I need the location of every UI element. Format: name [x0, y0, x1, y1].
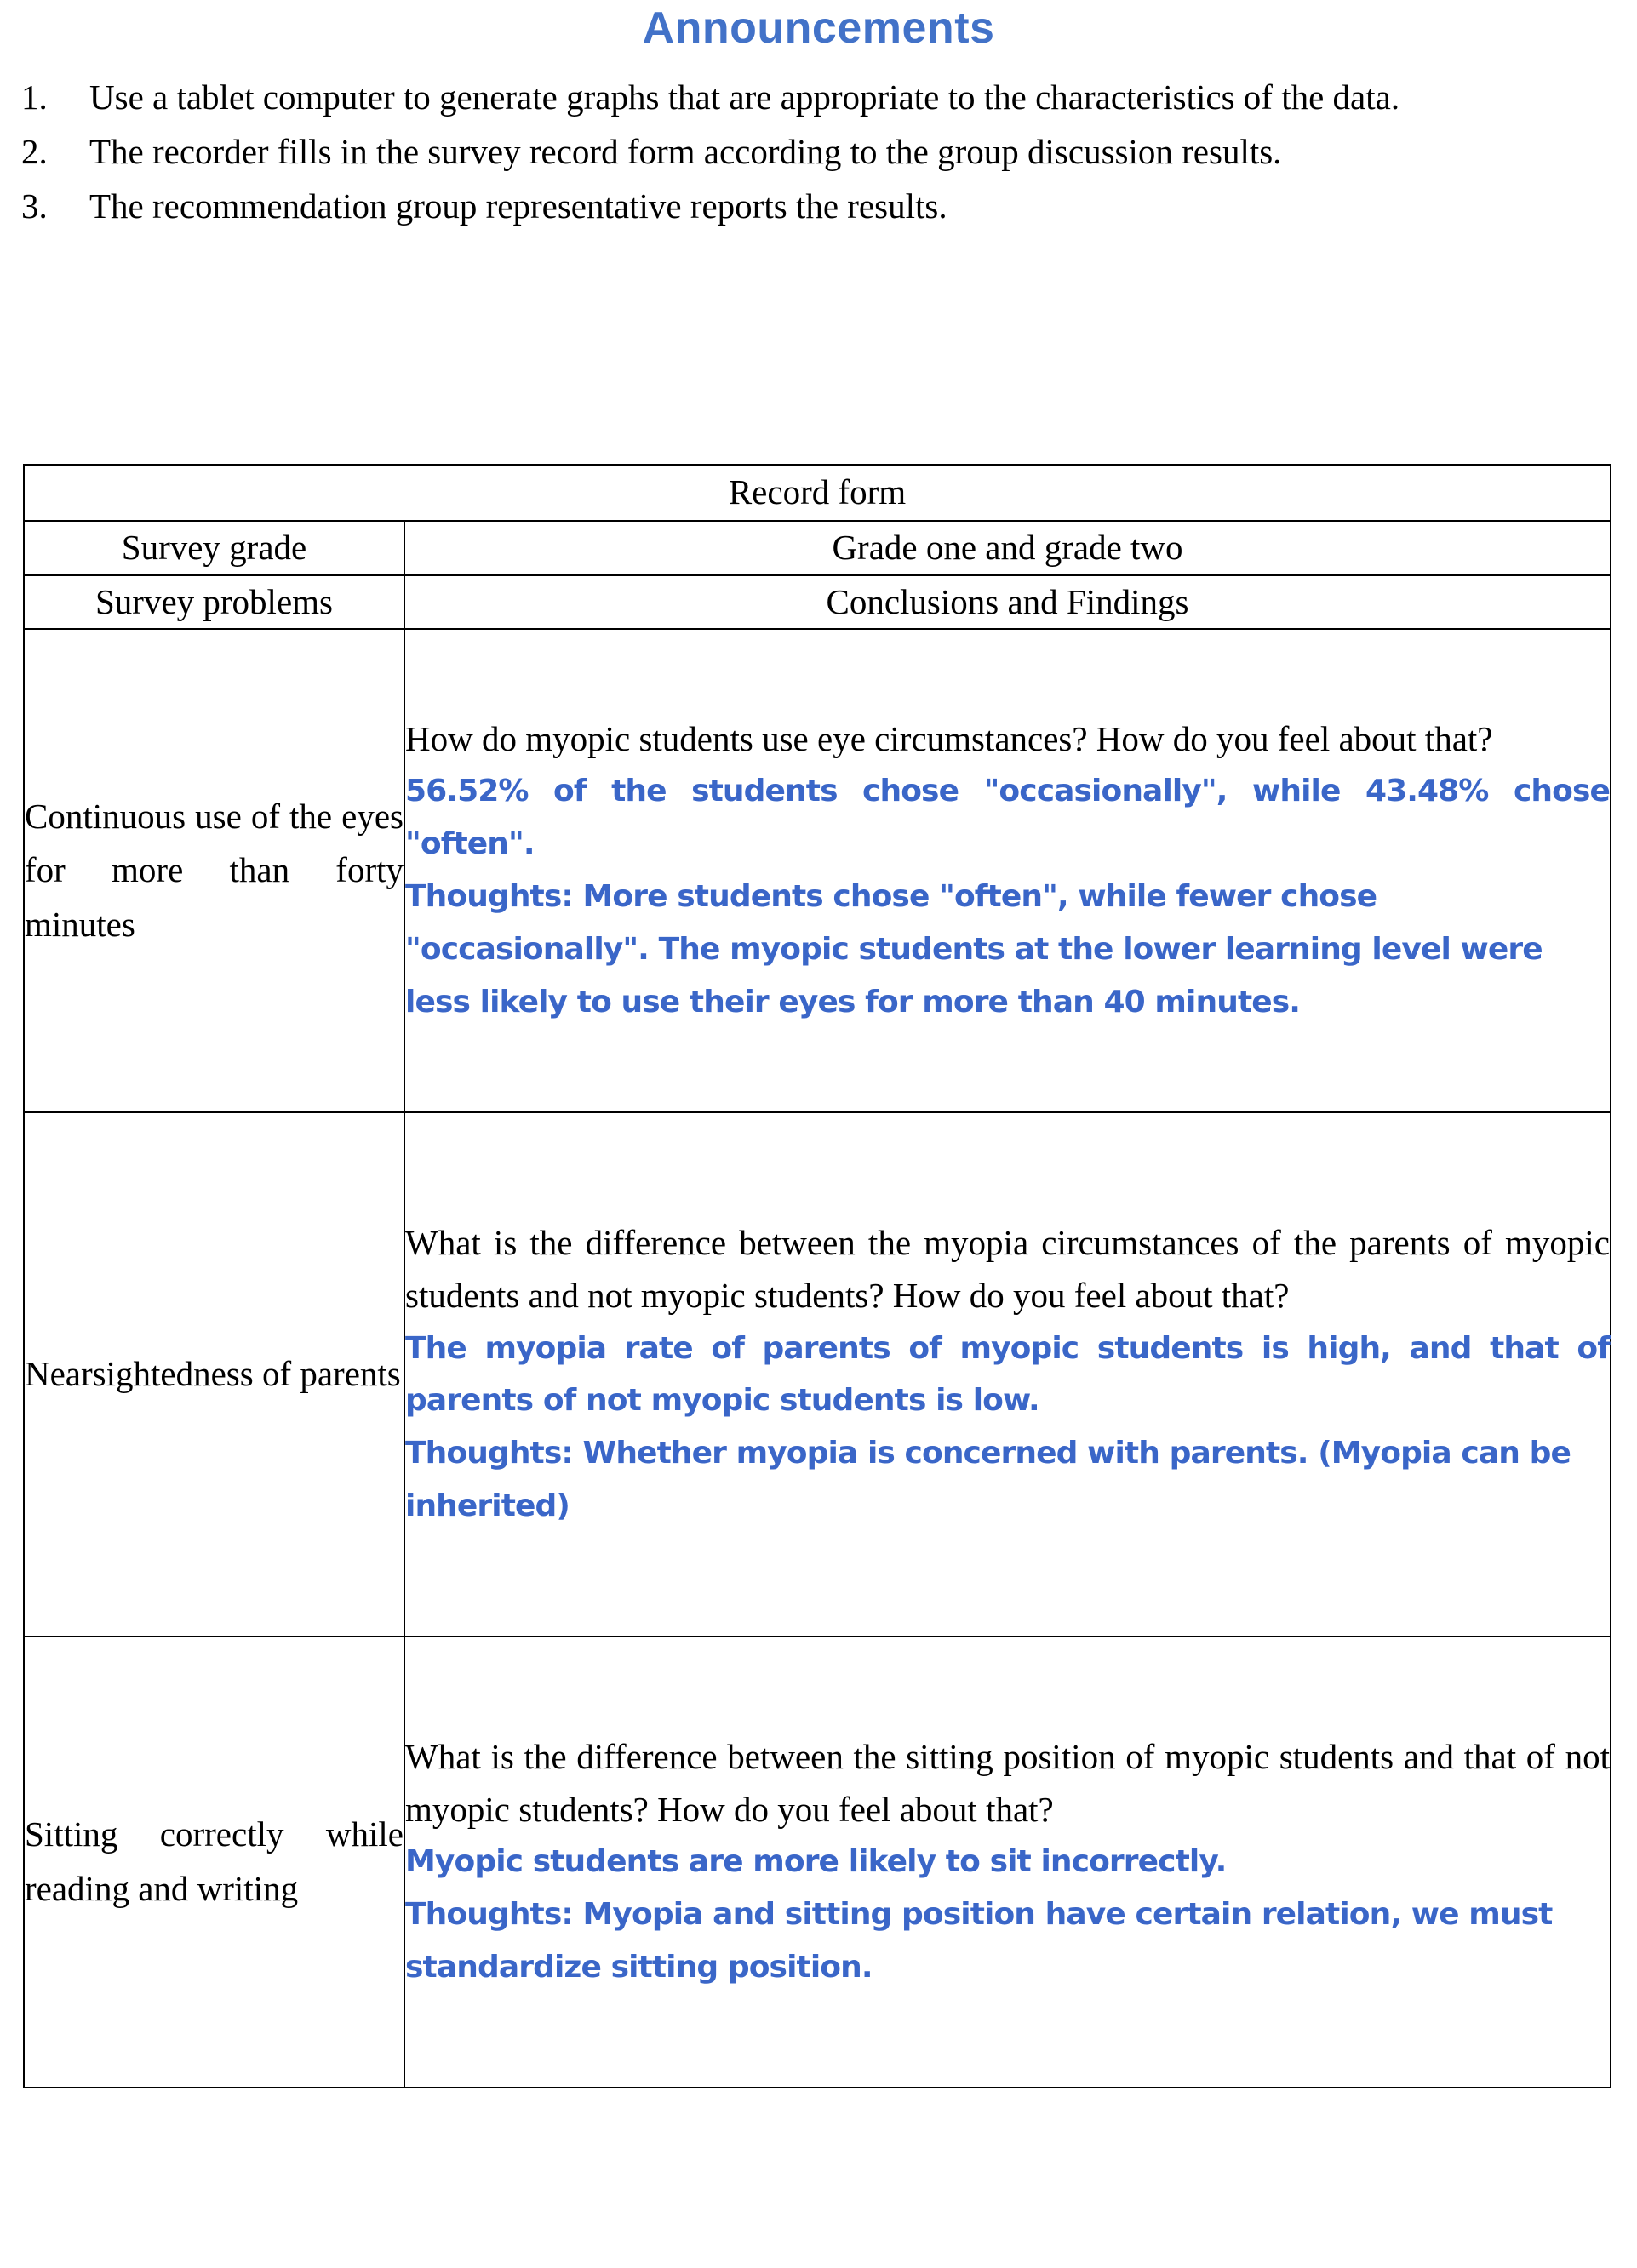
survey-problems-value: Conclusions and Findings [404, 575, 1611, 630]
survey-thoughts-text: Thoughts: More students chose "often", while fewer chose "occasionally". The myopic students at the lower learning level were less likely to use their eyes for more than 40 minutes. [405, 879, 1543, 1020]
survey-conclusion-cell [404, 1637, 1611, 2088]
survey-problem-label-text: Sitting correctly while reading and writing [25, 1814, 404, 1908]
survey-problem-label [24, 1112, 404, 1637]
table-row-record-form-title [24, 465, 1611, 521]
page-title: Announcements [642, 3, 995, 53]
survey-question-text: How do myopic students use eye circumstances? How do you feel about that? [405, 719, 1493, 759]
announcement-text: The recorder fills in the survey record form according to the group discussion results. [89, 131, 1282, 171]
announcement-number: 1. [21, 77, 48, 117]
survey-conclusion-cell [404, 629, 1611, 1112]
announcements-list [0, 71, 1637, 233]
survey-problem-label [24, 1637, 404, 2088]
survey-thoughts-text: Thoughts: Myopia and sitting position have certain relation, we must standardize sitting position. [405, 1897, 1553, 1985]
survey-problem-label-text: Nearsightedness of parents [25, 1354, 401, 1394]
table-row [24, 1637, 1611, 2088]
announcement-number: 2. [21, 131, 48, 171]
announcement-item [0, 125, 1637, 178]
announcement-item [0, 71, 1637, 123]
survey-problem-label [24, 629, 404, 1112]
record-form-table [23, 464, 1611, 2088]
table-row [24, 629, 1611, 1112]
survey-problems-label: Survey problems [24, 575, 404, 630]
announcement-text: The recommendation group representative reports the results. [89, 186, 947, 226]
survey-conclusion-cell [404, 1112, 1611, 1637]
survey-answer-text: The myopia rate of parents of myopic students is high, and that of parents of not myopic students is low. [405, 1330, 1610, 1419]
announcement-item [0, 180, 1637, 232]
survey-answer-text: Myopic students are more likely to sit incorrectly. [405, 1844, 1227, 1880]
survey-problem-label-text: Continuous use of the eyes for more than forty minutes [25, 796, 404, 944]
record-form-title-cell: Record form [24, 465, 1611, 521]
table-row [24, 1112, 1611, 1637]
survey-answer-text: 56.52% of the students chose "occasionally", while 43.48% chose "often". [405, 774, 1610, 862]
announcement-text: Use a tablet computer to generate graphs that are appropriate to the characteristics of the data. [89, 77, 1400, 117]
survey-thoughts-text: Thoughts: Whether myopia is concerned with parents. (Myopia can be inherited) [405, 1436, 1571, 1524]
survey-grade-value: Grade one and grade two [404, 521, 1611, 575]
survey-question-text: What is the difference between the sitting position of myopic students and that of not myopic students? How do you feel about that? [405, 1736, 1610, 1830]
table-row-survey-grade [24, 521, 1611, 575]
survey-question-text: What is the difference between the myopia circumstances of the parents of myopic students and not myopic students? How do you feel about that? [405, 1222, 1610, 1316]
survey-grade-label: Survey grade [24, 521, 404, 575]
table-row-survey-problems [24, 575, 1611, 630]
announcement-number: 3. [21, 186, 48, 226]
